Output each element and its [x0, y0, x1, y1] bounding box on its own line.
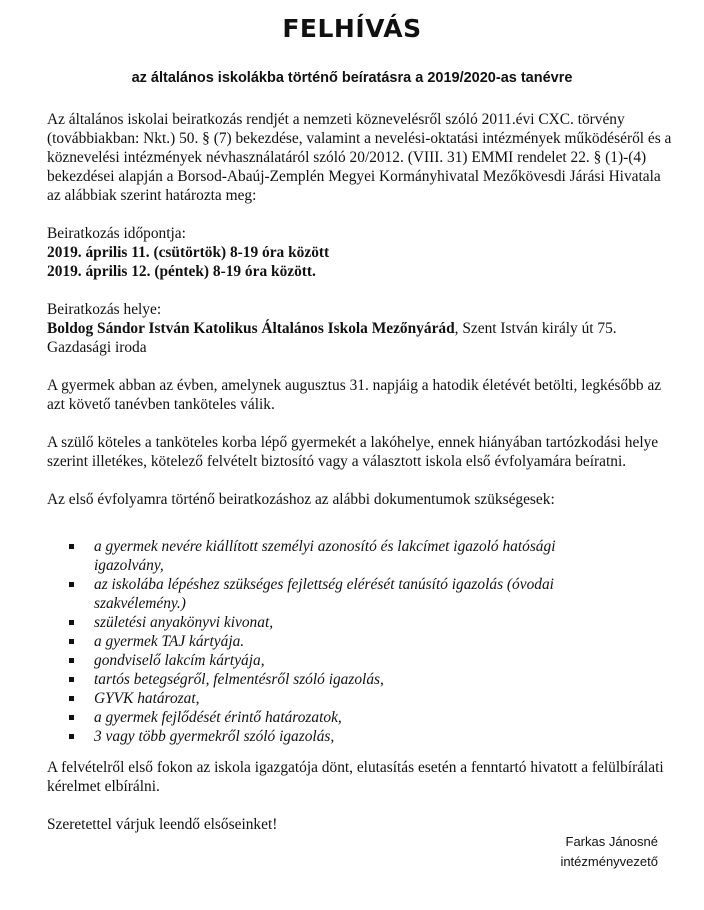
decision-paragraph: A felvételről első fokon az iskola igazgatója dönt, elutasítás esetén a fenntartó hivatott a felülbírálati kérelmet elbírálni. — [47, 759, 664, 795]
school-name: Boldog Sándor István Katolikus Általános Iskola Mezőnyárád — [47, 320, 455, 337]
required-documents-list — [66, 537, 626, 746]
bullet-icon — [69, 544, 74, 549]
list-item: a gyermek nevére kiállított személyi azonosító és lakcímet igazoló hatósági igazolvány, — [66, 537, 626, 575]
signature-role: intézményvezető — [560, 854, 658, 869]
list-item: az iskolába lépéshez szükséges fejlettség elérését tanúsító igazolás (óvodai szakvélemény.) — [66, 575, 626, 613]
list-item: gondviselő lakcím kártyája, — [66, 651, 626, 670]
bullet-icon — [69, 715, 74, 720]
bullet-icon — [69, 582, 74, 587]
list-item: a gyermek TAJ kártyája. — [66, 632, 626, 651]
age-paragraph: A gyermek abban az évben, amelynek augusztus 31. napjáig a hatodik életévét betölti, legkésőbb az azt követő tanévben tanköteles válik. — [47, 377, 662, 413]
notice-body — [47, 110, 672, 509]
intro-paragraph: Az általános iskolai beiratkozás rendjét a nemzeti köznevelésről szóló 2011.évi CXC. törvény (továbbiakban: Nkt.) 50. § (7) bekezdése, valamint a nevelési-oktatási intézmények működéséről és a köznevelési intézmények névhasználatáról szóló 20/2012. (VIII. 31) EMMI rendelet 22. § (1)-(4) bekezdései alapján a Borsod-Abaúj-Zemplén Megyei Kormányhivatal Mezőkövesdi Járási Hivatala az alábbiak szerint határozta meg: — [47, 111, 672, 204]
closing-section — [47, 758, 672, 834]
list-item: 3 vagy több gyermekről szóló igazolás, — [66, 727, 626, 746]
closing-line: Szeretettel várjuk leendő elsőseinket! — [47, 816, 278, 833]
bullet-icon — [69, 620, 74, 625]
bullet-icon — [69, 734, 74, 739]
enrollment-room: Gazdasági iroda — [47, 339, 147, 356]
bullet-icon — [69, 639, 74, 644]
signature-block — [458, 832, 658, 872]
enrollment-place-label: Beiratkozás helye: — [47, 301, 162, 318]
documents-intro: Az első évfolyamra történő beiratkozáshoz az alábbi dokumentumok szükségesek: — [47, 491, 555, 508]
enrollment-time-label: Beiratkozás időpontja: — [47, 225, 186, 242]
enrollment-place — [47, 319, 672, 338]
parent-duty-paragraph: A szülő köteles a tanköteles korba lépő gyermekét a lakóhelye, ennek hiányában tartózkodási helye szerint illetékes, kötelező felvételt biztosító vagy a választott iskola első évfolyamára beíratni. — [47, 434, 659, 470]
page-subtitle: az általános iskolákba történő beíratásra a 2019/2020-as tanévre — [131, 70, 573, 86]
enrollment-date-1: 2019. április 11. (csütörtök) 8-19 óra között — [47, 244, 330, 261]
list-item: tartós betegségről, felmentésről szóló igazolás, — [66, 670, 626, 689]
list-item: születési anyakönyvi kivonat, — [66, 613, 626, 632]
bullet-icon — [69, 658, 74, 663]
bullet-icon — [69, 696, 74, 701]
page-title: FELHÍVÁS — [282, 14, 422, 43]
bullet-icon — [69, 677, 74, 682]
list-item: a gyermek fejlődését érintő határozatok, — [66, 708, 626, 727]
school-address: , Szent István király út 75. — [454, 320, 617, 337]
signature-name: Farkas Jánosné — [565, 834, 658, 849]
enrollment-date-2: 2019. április 12. (péntek) 8-19 óra között. — [47, 263, 316, 280]
list-item: GYVK határozat, — [66, 689, 626, 708]
